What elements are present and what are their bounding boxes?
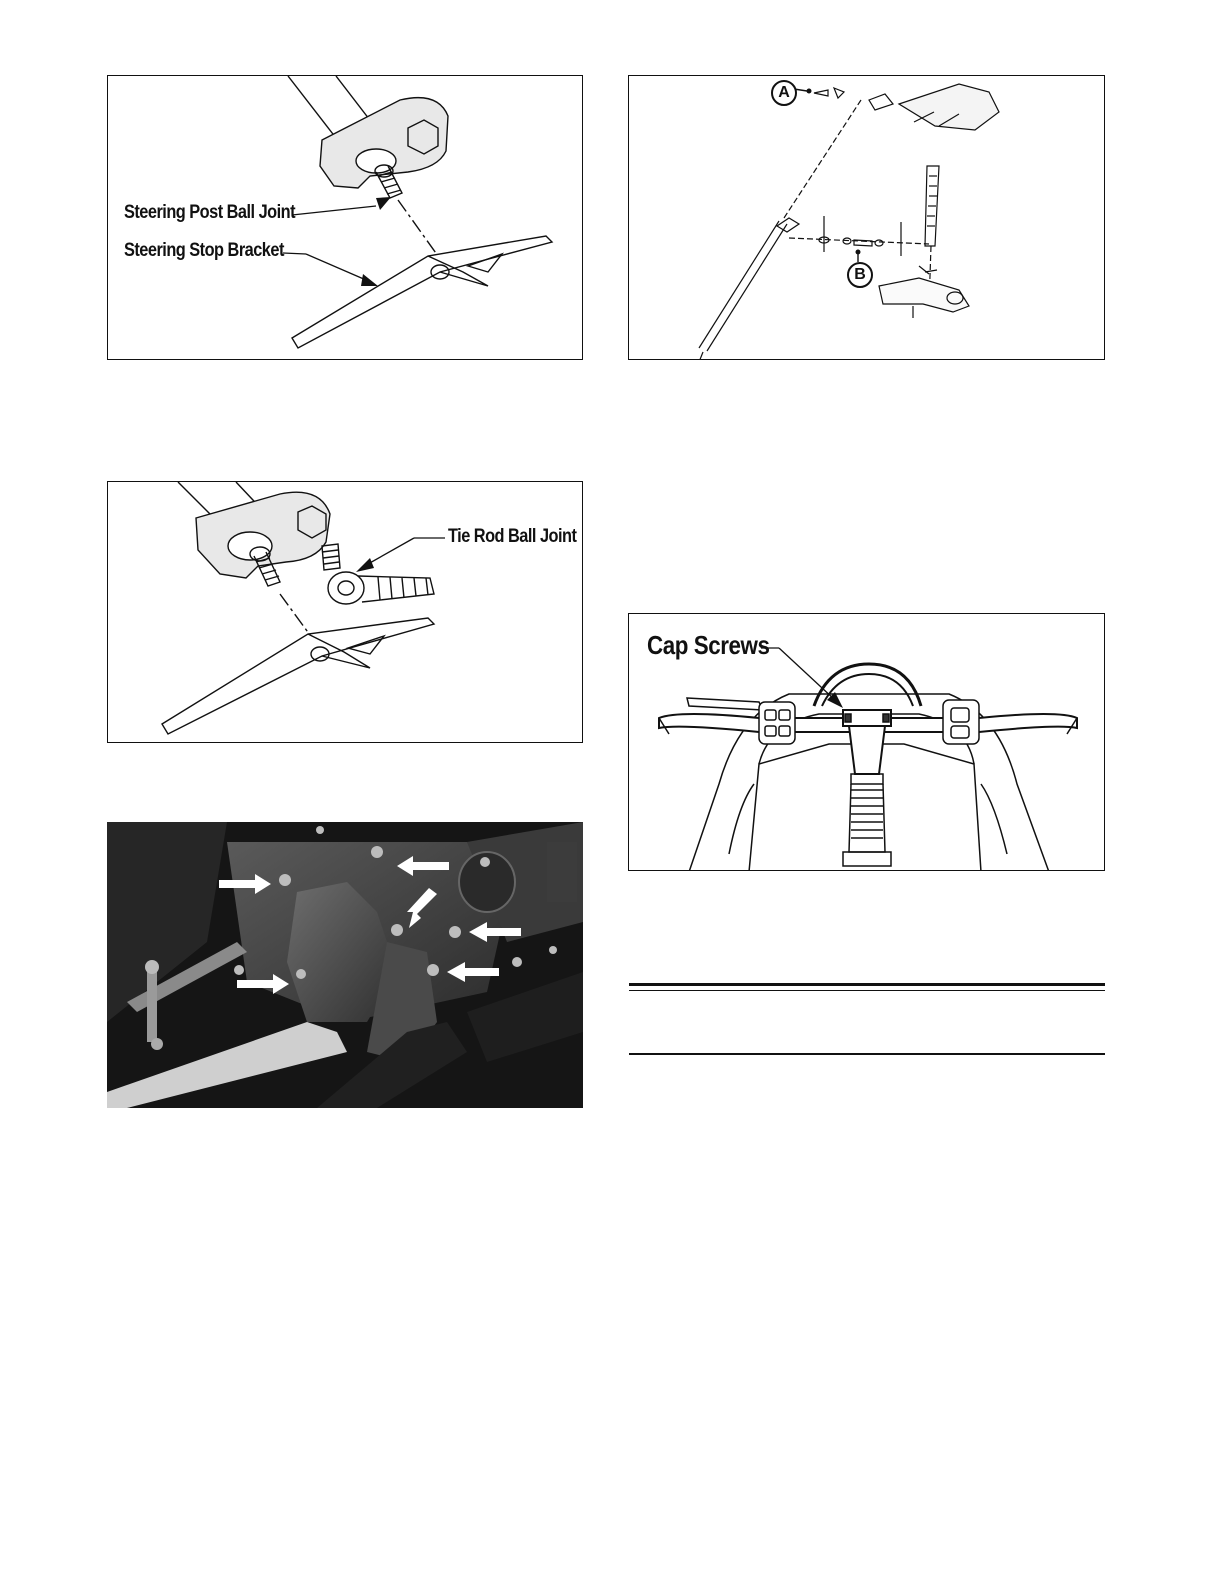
callout-cap-screws: Cap Screws xyxy=(647,630,770,660)
note-rule-top-thin xyxy=(629,990,1105,991)
figure-steering-post-ball-joint xyxy=(107,75,583,360)
note-rule-top-thick xyxy=(629,983,1105,986)
note-rule-bottom xyxy=(629,1053,1105,1055)
photo-steering-bracket-underside xyxy=(107,822,583,1108)
underside-photo-rendering xyxy=(107,822,583,1108)
callout-tie-rod-ball-joint: Tie Rod Ball Joint xyxy=(448,526,577,547)
exploded-steering-illustration xyxy=(629,76,1105,360)
callout-letter-b: B xyxy=(847,262,873,288)
tie-rod-illustration xyxy=(108,482,583,743)
callout-steering-stop-bracket: Steering Stop Bracket xyxy=(124,240,284,261)
callout-steering-post-ball-joint: Steering Post Ball Joint xyxy=(124,202,296,223)
figure-exploded-steering-assembly xyxy=(628,75,1105,360)
figure-tie-rod-ball-joint xyxy=(107,481,583,743)
figure-handlebar-cap-screws xyxy=(628,613,1105,871)
callout-letter-a: A xyxy=(771,80,797,106)
